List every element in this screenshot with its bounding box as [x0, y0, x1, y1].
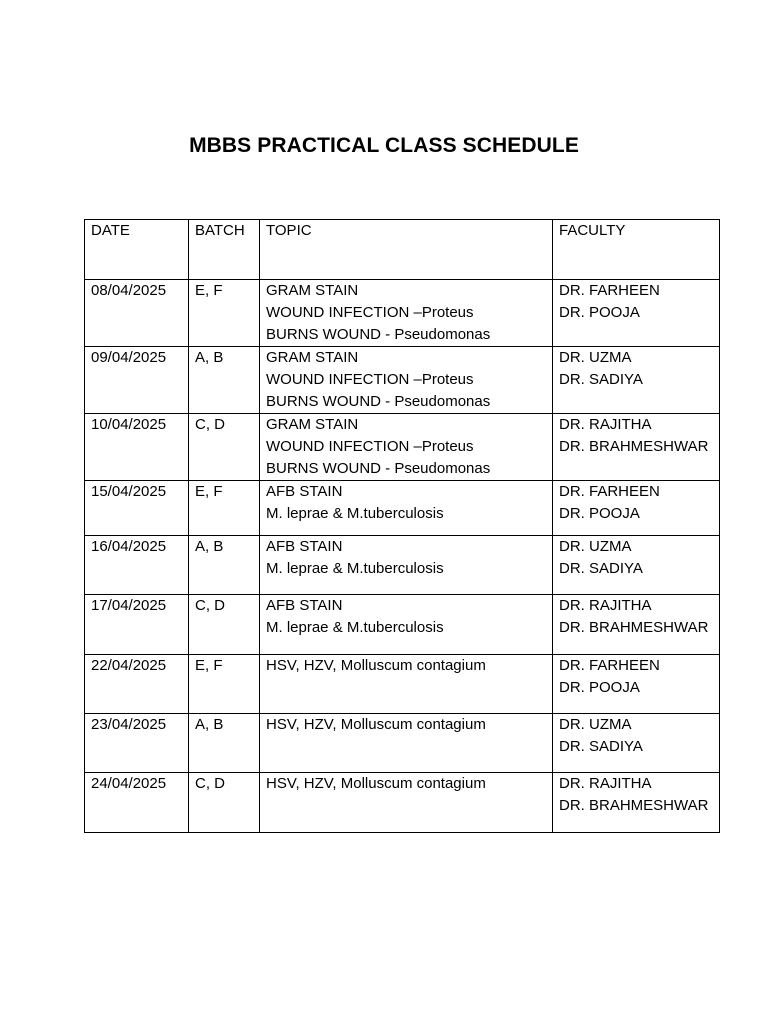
row-batch: E, F — [189, 280, 260, 347]
row-topic — [260, 595, 553, 655]
schedule-table-body — [85, 220, 720, 833]
faculty-line: DR. POOJA — [559, 679, 640, 696]
row-batch: E, F — [189, 655, 260, 714]
row-faculty — [553, 595, 720, 655]
table-row — [85, 347, 720, 414]
row-batch: C, D — [189, 773, 260, 833]
topic-line: HSV, HZV, Molluscum contagium — [266, 775, 486, 792]
faculty-line: DR. POOJA — [559, 505, 640, 522]
row-topic — [260, 655, 553, 714]
topic-line: GRAM STAIN — [266, 349, 359, 366]
row-faculty — [553, 280, 720, 347]
faculty-line: DR. BRAHMESHWAR — [559, 797, 709, 814]
row-faculty — [553, 414, 720, 481]
row-topic — [260, 714, 553, 773]
table-row — [85, 714, 720, 773]
row-topic — [260, 773, 553, 833]
row-topic — [260, 280, 553, 347]
row-faculty — [553, 481, 720, 536]
faculty-line: DR. UZMA — [559, 716, 632, 733]
row-date: 08/04/2025 — [85, 280, 189, 347]
faculty-line: DR. POOJA — [559, 304, 640, 321]
row-date: 23/04/2025 — [85, 714, 189, 773]
topic-line: BURNS WOUND - Pseudomonas — [266, 393, 491, 410]
faculty-line: DR. RAJITHA — [559, 416, 652, 433]
header-batch: BATCH — [189, 220, 260, 280]
row-topic — [260, 481, 553, 536]
faculty-line: DR. UZMA — [559, 538, 632, 555]
row-date: 22/04/2025 — [85, 655, 189, 714]
faculty-line: DR. BRAHMESHWAR — [559, 619, 709, 636]
header-row — [85, 220, 720, 280]
faculty-line: DR. SADIYA — [559, 560, 643, 577]
table-row — [85, 536, 720, 595]
row-faculty — [553, 773, 720, 833]
table-row — [85, 481, 720, 536]
row-faculty — [553, 714, 720, 773]
row-faculty — [553, 347, 720, 414]
topic-line: M. leprae & M.tuberculosis — [266, 619, 444, 636]
topic-line: M. leprae & M.tuberculosis — [266, 505, 444, 522]
topic-line: AFB STAIN — [266, 483, 343, 500]
row-faculty — [553, 536, 720, 595]
faculty-line: DR. BRAHMESHWAR — [559, 438, 709, 455]
row-faculty — [553, 655, 720, 714]
topic-line: WOUND INFECTION –Proteus — [266, 304, 474, 321]
header-topic: TOPIC — [260, 220, 553, 280]
topic-line: HSV, HZV, Molluscum contagium — [266, 657, 486, 674]
table-row — [85, 595, 720, 655]
topic-line: AFB STAIN — [266, 597, 343, 614]
topic-line: M. leprae & M.tuberculosis — [266, 560, 444, 577]
faculty-line: DR. UZMA — [559, 349, 632, 366]
page-title: MBBS PRACTICAL CLASS SCHEDULE — [189, 134, 579, 157]
row-topic — [260, 414, 553, 481]
row-batch: A, B — [189, 347, 260, 414]
table-row — [85, 414, 720, 481]
topic-line: HSV, HZV, Molluscum contagium — [266, 716, 486, 733]
row-date: 24/04/2025 — [85, 773, 189, 833]
topic-line: AFB STAIN — [266, 538, 343, 555]
topic-line: GRAM STAIN — [266, 282, 359, 299]
row-date: 16/04/2025 — [85, 536, 189, 595]
row-date: 09/04/2025 — [85, 347, 189, 414]
faculty-line: DR. SADIYA — [559, 371, 643, 388]
table-row — [85, 280, 720, 347]
topic-line: GRAM STAIN — [266, 416, 359, 433]
table-row — [85, 655, 720, 714]
topic-line: BURNS WOUND - Pseudomonas — [266, 460, 491, 477]
row-date: 10/04/2025 — [85, 414, 189, 481]
row-date: 15/04/2025 — [85, 481, 189, 536]
faculty-line: DR. RAJITHA — [559, 597, 652, 614]
header-date: DATE — [85, 220, 189, 280]
table-row — [85, 773, 720, 833]
row-topic — [260, 536, 553, 595]
topic-line: WOUND INFECTION –Proteus — [266, 371, 474, 388]
faculty-line: DR. RAJITHA — [559, 775, 652, 792]
row-batch: A, B — [189, 714, 260, 773]
row-batch: C, D — [189, 414, 260, 481]
header-faculty: FACULTY — [553, 220, 720, 280]
faculty-line: DR. SADIYA — [559, 738, 643, 755]
row-batch: A, B — [189, 536, 260, 595]
row-batch: C, D — [189, 595, 260, 655]
topic-line: BURNS WOUND - Pseudomonas — [266, 326, 491, 343]
faculty-line: DR. FARHEEN — [559, 657, 660, 674]
schedule-table — [84, 219, 720, 833]
topic-line: WOUND INFECTION –Proteus — [266, 438, 474, 455]
faculty-line: DR. FARHEEN — [559, 282, 660, 299]
faculty-line: DR. FARHEEN — [559, 483, 660, 500]
row-date: 17/04/2025 — [85, 595, 189, 655]
row-batch: E, F — [189, 481, 260, 536]
row-topic — [260, 347, 553, 414]
